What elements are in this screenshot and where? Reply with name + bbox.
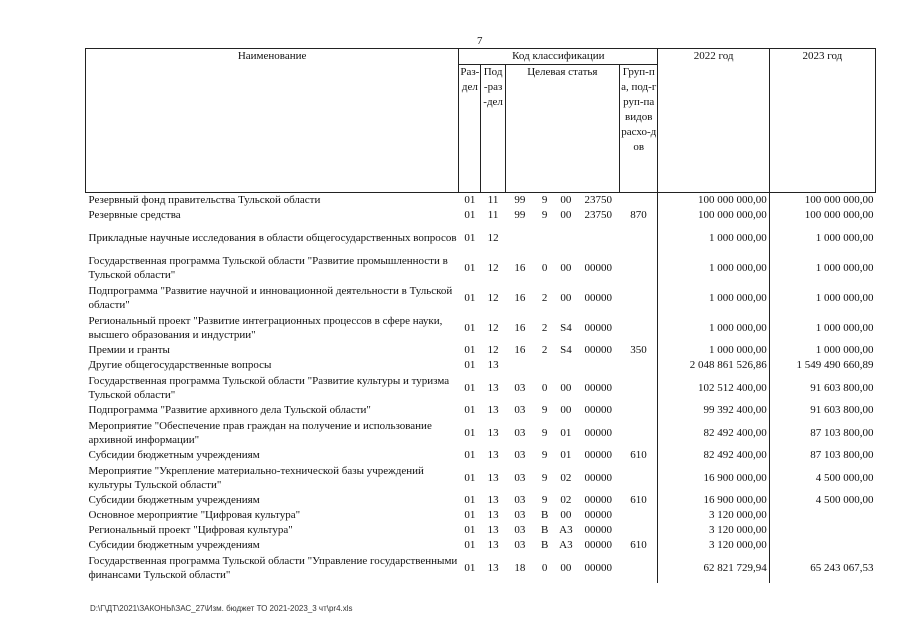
row-target-event: 01 (560, 426, 572, 439)
row-podrazdel: 12 (487, 344, 499, 356)
row-target-subprogram: 9 (541, 209, 548, 221)
row-amount-2023: 100 000 000,00 (769, 193, 875, 209)
row-target-event: 00 (560, 404, 572, 416)
row-target-subprogram (535, 358, 555, 373)
table-row (86, 343, 876, 358)
row-target-program: 03 (514, 539, 526, 551)
row-podrazdel: 12 (487, 291, 499, 304)
table-row (86, 448, 876, 463)
row-target-subprogram: 2 (541, 344, 548, 356)
row-target-event (555, 223, 577, 253)
row-name: Мероприятие "Обеспечение прав граждан на получение и использование архивной информации" (88, 420, 432, 446)
row-expense-group: 350 (630, 344, 647, 356)
row-expense-group (620, 403, 658, 418)
row-amount-2023 (769, 523, 875, 538)
row-podrazdel: 12 (487, 321, 499, 334)
row-target-subprogram: 2 (541, 321, 548, 334)
row-podrazdel: 13 (487, 426, 499, 439)
row-target-program: 03 (514, 404, 526, 416)
row-name: Резервный фонд правительства Тульской области (88, 194, 321, 206)
row-podrazdel: 13 (487, 381, 499, 394)
row-target-event: 02 (560, 494, 572, 506)
row-amount-2022: 1 000 000,00 (658, 343, 769, 358)
row-target-program: 16 (514, 261, 526, 274)
row-target-program: 16 (514, 291, 526, 304)
row-target-subprogram: 0 (541, 261, 548, 274)
table-row (86, 463, 876, 493)
row-amount-2023: 87 103 800,00 (769, 448, 875, 463)
row-amount-2023: 4 500 000,00 (769, 493, 875, 508)
row-razdel: 01 (464, 344, 476, 356)
table-row (86, 193, 876, 209)
row-podrazdel: 12 (487, 261, 499, 274)
row-expense-group (620, 463, 658, 493)
row-target-subprogram: 9 (541, 494, 548, 506)
row-target-direction: 23750 (584, 209, 613, 221)
row-amount-2022: 100 000 000,00 (658, 208, 769, 223)
row-target-direction: 00000 (584, 404, 613, 416)
row-target-direction (577, 223, 619, 253)
row-podrazdel: 13 (487, 404, 499, 416)
row-amount-2022: 1 000 000,00 (658, 313, 769, 343)
row-target-event: S4 (560, 321, 572, 334)
row-razdel: 01 (464, 321, 476, 334)
row-target-program: 03 (514, 449, 526, 461)
row-target-event: 02 (560, 471, 572, 484)
row-amount-2022: 1 000 000,00 (658, 253, 769, 283)
table-row (86, 313, 876, 343)
row-expense-group (620, 553, 658, 583)
row-razdel: 01 (464, 404, 476, 416)
row-target-event: S4 (560, 344, 572, 356)
row-target-program: 18 (514, 561, 526, 574)
row-target-direction: 00000 (584, 449, 613, 461)
row-amount-2023: 1 000 000,00 (769, 313, 875, 343)
row-razdel: 01 (464, 539, 476, 551)
header-razdel: Раз-дел (459, 65, 481, 193)
row-podrazdel: 11 (487, 194, 499, 206)
header-target-article: Целевая статья (505, 65, 619, 193)
table-row (86, 403, 876, 418)
row-podrazdel: 12 (487, 231, 499, 244)
row-target-event (555, 358, 577, 373)
row-expense-group (620, 313, 658, 343)
row-expense-group (620, 253, 658, 283)
header-year-2023: 2023 год (769, 49, 875, 193)
table-row (86, 358, 876, 373)
row-podrazdel: 13 (487, 539, 499, 551)
row-amount-2023: 1 000 000,00 (769, 253, 875, 283)
row-target-event: 00 (560, 209, 572, 221)
row-amount-2022: 100 000 000,00 (658, 193, 769, 209)
row-target-program: 99 (514, 209, 526, 221)
row-name: Мероприятие "Укрепление материально-технической базы учреждений культуры Тульской области" (88, 465, 424, 491)
row-amount-2022: 3 120 000,00 (658, 508, 769, 523)
row-razdel: 01 (464, 494, 476, 506)
table-row (86, 253, 876, 283)
row-target-subprogram (535, 223, 555, 253)
row-target-direction: 00000 (584, 344, 613, 356)
table-row (86, 283, 876, 313)
row-amount-2023: 1 000 000,00 (769, 343, 875, 358)
row-target-direction: 00000 (584, 381, 613, 394)
row-podrazdel: 13 (487, 561, 499, 574)
row-expense-group (620, 508, 658, 523)
row-target-program: 03 (514, 381, 526, 394)
row-target-direction: 23750 (584, 194, 613, 206)
row-expense-group: 870 (630, 209, 647, 221)
row-podrazdel: 13 (487, 471, 499, 484)
row-name: Основное мероприятие "Цифровая культура" (88, 509, 301, 521)
row-target-program: 03 (514, 509, 526, 521)
file-path-footer: D:\Г\ДТ\2021\ЗАКОНЫ\ЗАС_27\Изм. бюджет ТО 2021-2023_3 чт\pr4.xls (90, 604, 353, 613)
row-target-subprogram: 0 (541, 561, 548, 574)
table-row (86, 508, 876, 523)
row-podrazdel: 13 (487, 449, 499, 461)
row-name: Подпрограмма "Развитие научной и инновационной деятельности в Тульской области" (88, 285, 453, 311)
table-row (86, 223, 876, 253)
row-target-event: 00 (560, 381, 572, 394)
row-amount-2022: 1 000 000,00 (658, 223, 769, 253)
row-amount-2023: 91 603 800,00 (769, 403, 875, 418)
row-target-event: 00 (560, 261, 572, 274)
header-podrazdel: Под-раз-дел (481, 65, 505, 193)
row-target-event: 00 (560, 509, 572, 521)
header-expense-group: Груп-па, под-груп-па видов расхо-дов (620, 65, 658, 193)
row-target-direction: 00000 (584, 524, 613, 536)
row-target-event: 00 (560, 194, 572, 206)
row-expense-group (620, 418, 658, 448)
row-amount-2022: 1 000 000,00 (658, 283, 769, 313)
row-target-subprogram: 9 (541, 194, 548, 206)
table-row (86, 373, 876, 403)
row-amount-2023: 87 103 800,00 (769, 418, 875, 448)
row-name: Премии и гранты (88, 344, 170, 356)
row-target-direction: 00000 (584, 321, 613, 334)
row-expense-group: 610 (630, 449, 647, 461)
row-expense-group (620, 283, 658, 313)
row-amount-2022: 99 392 400,00 (658, 403, 769, 418)
row-target-program (505, 223, 534, 253)
row-target-direction: 00000 (584, 261, 613, 274)
row-expense-group (620, 373, 658, 403)
row-target-event: 00 (560, 291, 572, 304)
row-target-event: А3 (559, 524, 573, 536)
page-number: 7 (477, 35, 483, 47)
table-row (86, 523, 876, 538)
row-target-direction: 00000 (584, 494, 613, 506)
row-target-subprogram: 9 (541, 449, 548, 461)
row-name: Региональный проект "Цифровая культура" (88, 524, 293, 536)
row-amount-2023 (769, 538, 875, 553)
row-podrazdel: 13 (487, 359, 499, 371)
row-amount-2022: 2 048 861 526,86 (658, 358, 769, 373)
table-row (86, 208, 876, 223)
row-target-program: 16 (514, 344, 526, 356)
row-amount-2023: 65 243 067,53 (769, 553, 875, 583)
row-target-direction: 00000 (584, 539, 613, 551)
row-amount-2023 (769, 508, 875, 523)
row-name: Государственная программа Тульской области "Развитие культуры и туризма Тульской области" (88, 375, 450, 401)
header-code-group: Код классификации (459, 49, 658, 65)
row-target-direction: 00000 (584, 561, 613, 574)
row-target-program (505, 358, 534, 373)
row-podrazdel: 11 (487, 209, 499, 221)
row-target-subprogram: В (541, 524, 549, 536)
row-razdel: 01 (464, 509, 476, 521)
row-amount-2022: 3 120 000,00 (658, 523, 769, 538)
row-name: Резервные средства (88, 209, 181, 221)
header-year-2022: 2022 год (658, 49, 769, 193)
row-amount-2023: 1 000 000,00 (769, 283, 875, 313)
row-target-event: 00 (560, 561, 572, 574)
row-amount-2023: 4 500 000,00 (769, 463, 875, 493)
row-name: Субсидии бюджетным учреждениям (88, 449, 260, 461)
row-podrazdel: 13 (487, 524, 499, 536)
table-row (86, 553, 876, 583)
row-target-subprogram: 9 (541, 471, 548, 484)
row-target-direction: 00000 (584, 509, 613, 521)
row-razdel: 01 (464, 209, 476, 221)
row-amount-2022: 82 492 400,00 (658, 448, 769, 463)
row-razdel: 01 (464, 381, 476, 394)
row-razdel: 01 (464, 561, 476, 574)
table-body (86, 193, 876, 584)
row-amount-2022: 102 512 400,00 (658, 373, 769, 403)
row-amount-2022: 16 900 000,00 (658, 493, 769, 508)
row-name: Подпрограмма "Развитие архивного дела Тульской области" (88, 404, 371, 416)
row-razdel: 01 (464, 231, 476, 244)
row-amount-2023: 1 549 490 660,89 (769, 358, 875, 373)
table-row (86, 493, 876, 508)
row-target-direction: 00000 (584, 291, 613, 304)
row-name: Другие общегосударственные вопросы (88, 359, 272, 371)
table-row (86, 538, 876, 553)
row-target-direction (577, 358, 619, 373)
row-razdel: 01 (464, 291, 476, 304)
row-amount-2023: 100 000 000,00 (769, 208, 875, 223)
row-amount-2023: 91 603 800,00 (769, 373, 875, 403)
row-target-subprogram: В (541, 509, 549, 521)
row-amount-2022: 62 821 729,94 (658, 553, 769, 583)
row-target-program: 03 (514, 494, 526, 506)
row-target-event: А3 (559, 539, 573, 551)
row-expense-group (620, 223, 658, 253)
header-name: Наименование (86, 49, 459, 193)
row-target-program: 03 (514, 471, 526, 484)
row-name: Государственная программа Тульской области "Управление государственными финансами Тульской области" (88, 555, 458, 581)
row-target-direction: 00000 (584, 471, 613, 484)
row-razdel: 01 (464, 359, 476, 371)
row-target-subprogram: 0 (541, 381, 548, 394)
budget-table (85, 48, 876, 583)
row-target-subprogram: 2 (541, 291, 548, 304)
row-amount-2022: 3 120 000,00 (658, 538, 769, 553)
row-razdel: 01 (464, 261, 476, 274)
row-target-program: 99 (514, 194, 526, 206)
row-podrazdel: 13 (487, 509, 499, 521)
row-target-direction: 00000 (584, 426, 613, 439)
row-name: Прикладные научные исследования в области общегосударственных вопросов (88, 232, 457, 244)
row-amount-2022: 16 900 000,00 (658, 463, 769, 493)
row-name: Субсидии бюджетным учреждениям (88, 539, 260, 551)
row-expense-group (620, 358, 658, 373)
row-expense-group (620, 523, 658, 538)
row-amount-2023: 1 000 000,00 (769, 223, 875, 253)
row-target-program: 16 (514, 321, 526, 334)
row-target-subprogram: В (541, 539, 549, 551)
row-razdel: 01 (464, 426, 476, 439)
row-razdel: 01 (464, 524, 476, 536)
row-amount-2022: 82 492 400,00 (658, 418, 769, 448)
row-target-subprogram: 9 (541, 404, 548, 416)
row-target-program: 03 (514, 524, 526, 536)
table-row (86, 418, 876, 448)
row-razdel: 01 (464, 449, 476, 461)
row-expense-group: 610 (630, 539, 647, 551)
row-target-event: 01 (560, 449, 572, 461)
row-razdel: 01 (464, 194, 476, 206)
row-podrazdel: 13 (487, 494, 499, 506)
row-target-subprogram: 9 (541, 426, 548, 439)
row-name: Государственная программа Тульской области "Развитие промышленности в Тульской области" (88, 255, 448, 281)
row-name: Региональный проект "Развитие интеграционных процессов в сфере науки, высшего образования и индустрии" (88, 315, 443, 341)
row-expense-group: 610 (630, 494, 647, 506)
row-expense-group (620, 193, 658, 209)
row-razdel: 01 (464, 471, 476, 484)
row-name: Субсидии бюджетным учреждениям (88, 494, 260, 506)
row-target-program: 03 (514, 426, 526, 439)
